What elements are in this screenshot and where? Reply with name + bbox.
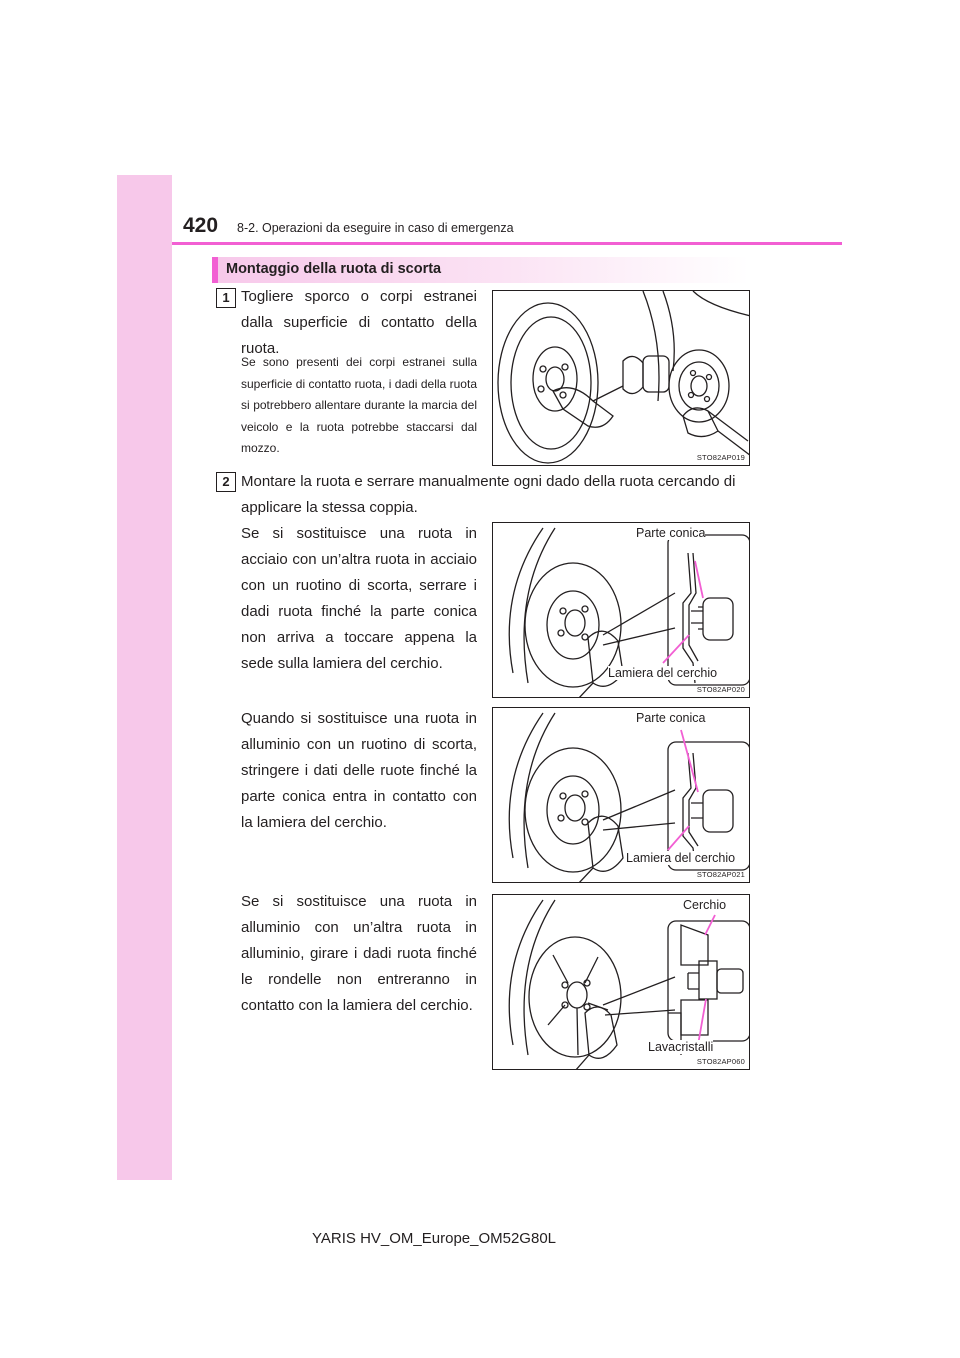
step-number-2: 2 (216, 472, 236, 492)
figure-code: STO82AP021 (696, 870, 745, 879)
case-3-text: Se si sostituisce una ruota in alluminio con un’altra ruota in alluminio, girare i dadi ruota finché le rondelle non entreranno in contatto con la lamiera del cerchio. (241, 893, 477, 1014)
side-band (117, 175, 172, 1180)
callout-rim-plate: Lamiera del cerchio (608, 666, 718, 680)
figure-alloy-to-spare (492, 707, 750, 883)
chapter-title: 8-2. Operazioni da eseguire in caso di emergenza (237, 221, 514, 235)
step-number-1: 1 (216, 288, 236, 308)
figure-alloy-to-alloy (492, 894, 750, 1070)
footer-document-code: YARIS HV_OM_Europe_OM52G80L (312, 1230, 557, 1247)
figure-code: STO82AP019 (696, 453, 745, 462)
callout-cone-part: Parte conica (636, 711, 706, 725)
step-1-text: Togliere sporco o corpi estranei dalla superficie di contatto della ruota. (241, 288, 477, 357)
callout-rim: Cerchio (683, 898, 727, 912)
section-heading-accent (212, 257, 218, 283)
section-title: Montaggio della ruota di scorta (226, 261, 442, 277)
callout-cone-part: Parte conica (636, 526, 706, 540)
figure-steel-to-steel (492, 522, 750, 698)
callout-rim-plate: Lamiera del cerchio (626, 851, 736, 865)
header-rule (172, 242, 842, 245)
step-2-text: Montare la ruota e serrare manualmente ogni dado della ruota cercando di applicare la stessa coppia. (241, 473, 736, 516)
section-heading-bar (212, 257, 749, 283)
figure-clean-contact-surface (492, 290, 750, 466)
step-1-note: Se sono presenti dei corpi estranei sulla superficie di contatto ruota, i dadi della ruota si potrebbero allentare durante la marcia del veicolo e la ruota potrebbe staccarsi dal mozzo. (241, 355, 477, 455)
wheel-cleaning-illustration (493, 291, 750, 466)
page-number: 420 (183, 214, 219, 237)
case-2-text: Quando si sostituisce una ruota in alluminio con un ruotino di scorta, stringere i dati delle ruote finché la parte conica entra in contatto con la lamiera del cerchio. (241, 710, 477, 831)
figure-code: STO82AP060 (696, 1057, 745, 1066)
callout-washer: Lavacristalli (648, 1040, 714, 1054)
case-1-text: Se si sostituisce una ruota in acciaio con un’altra ruota in acciaio con un ruotino di scorta, serrare i dadi ruota finché la parte conica non arriva a toccare appena la sede sulla lamiera del cerchio. (241, 525, 477, 672)
figure-code: STO82AP020 (696, 685, 745, 694)
